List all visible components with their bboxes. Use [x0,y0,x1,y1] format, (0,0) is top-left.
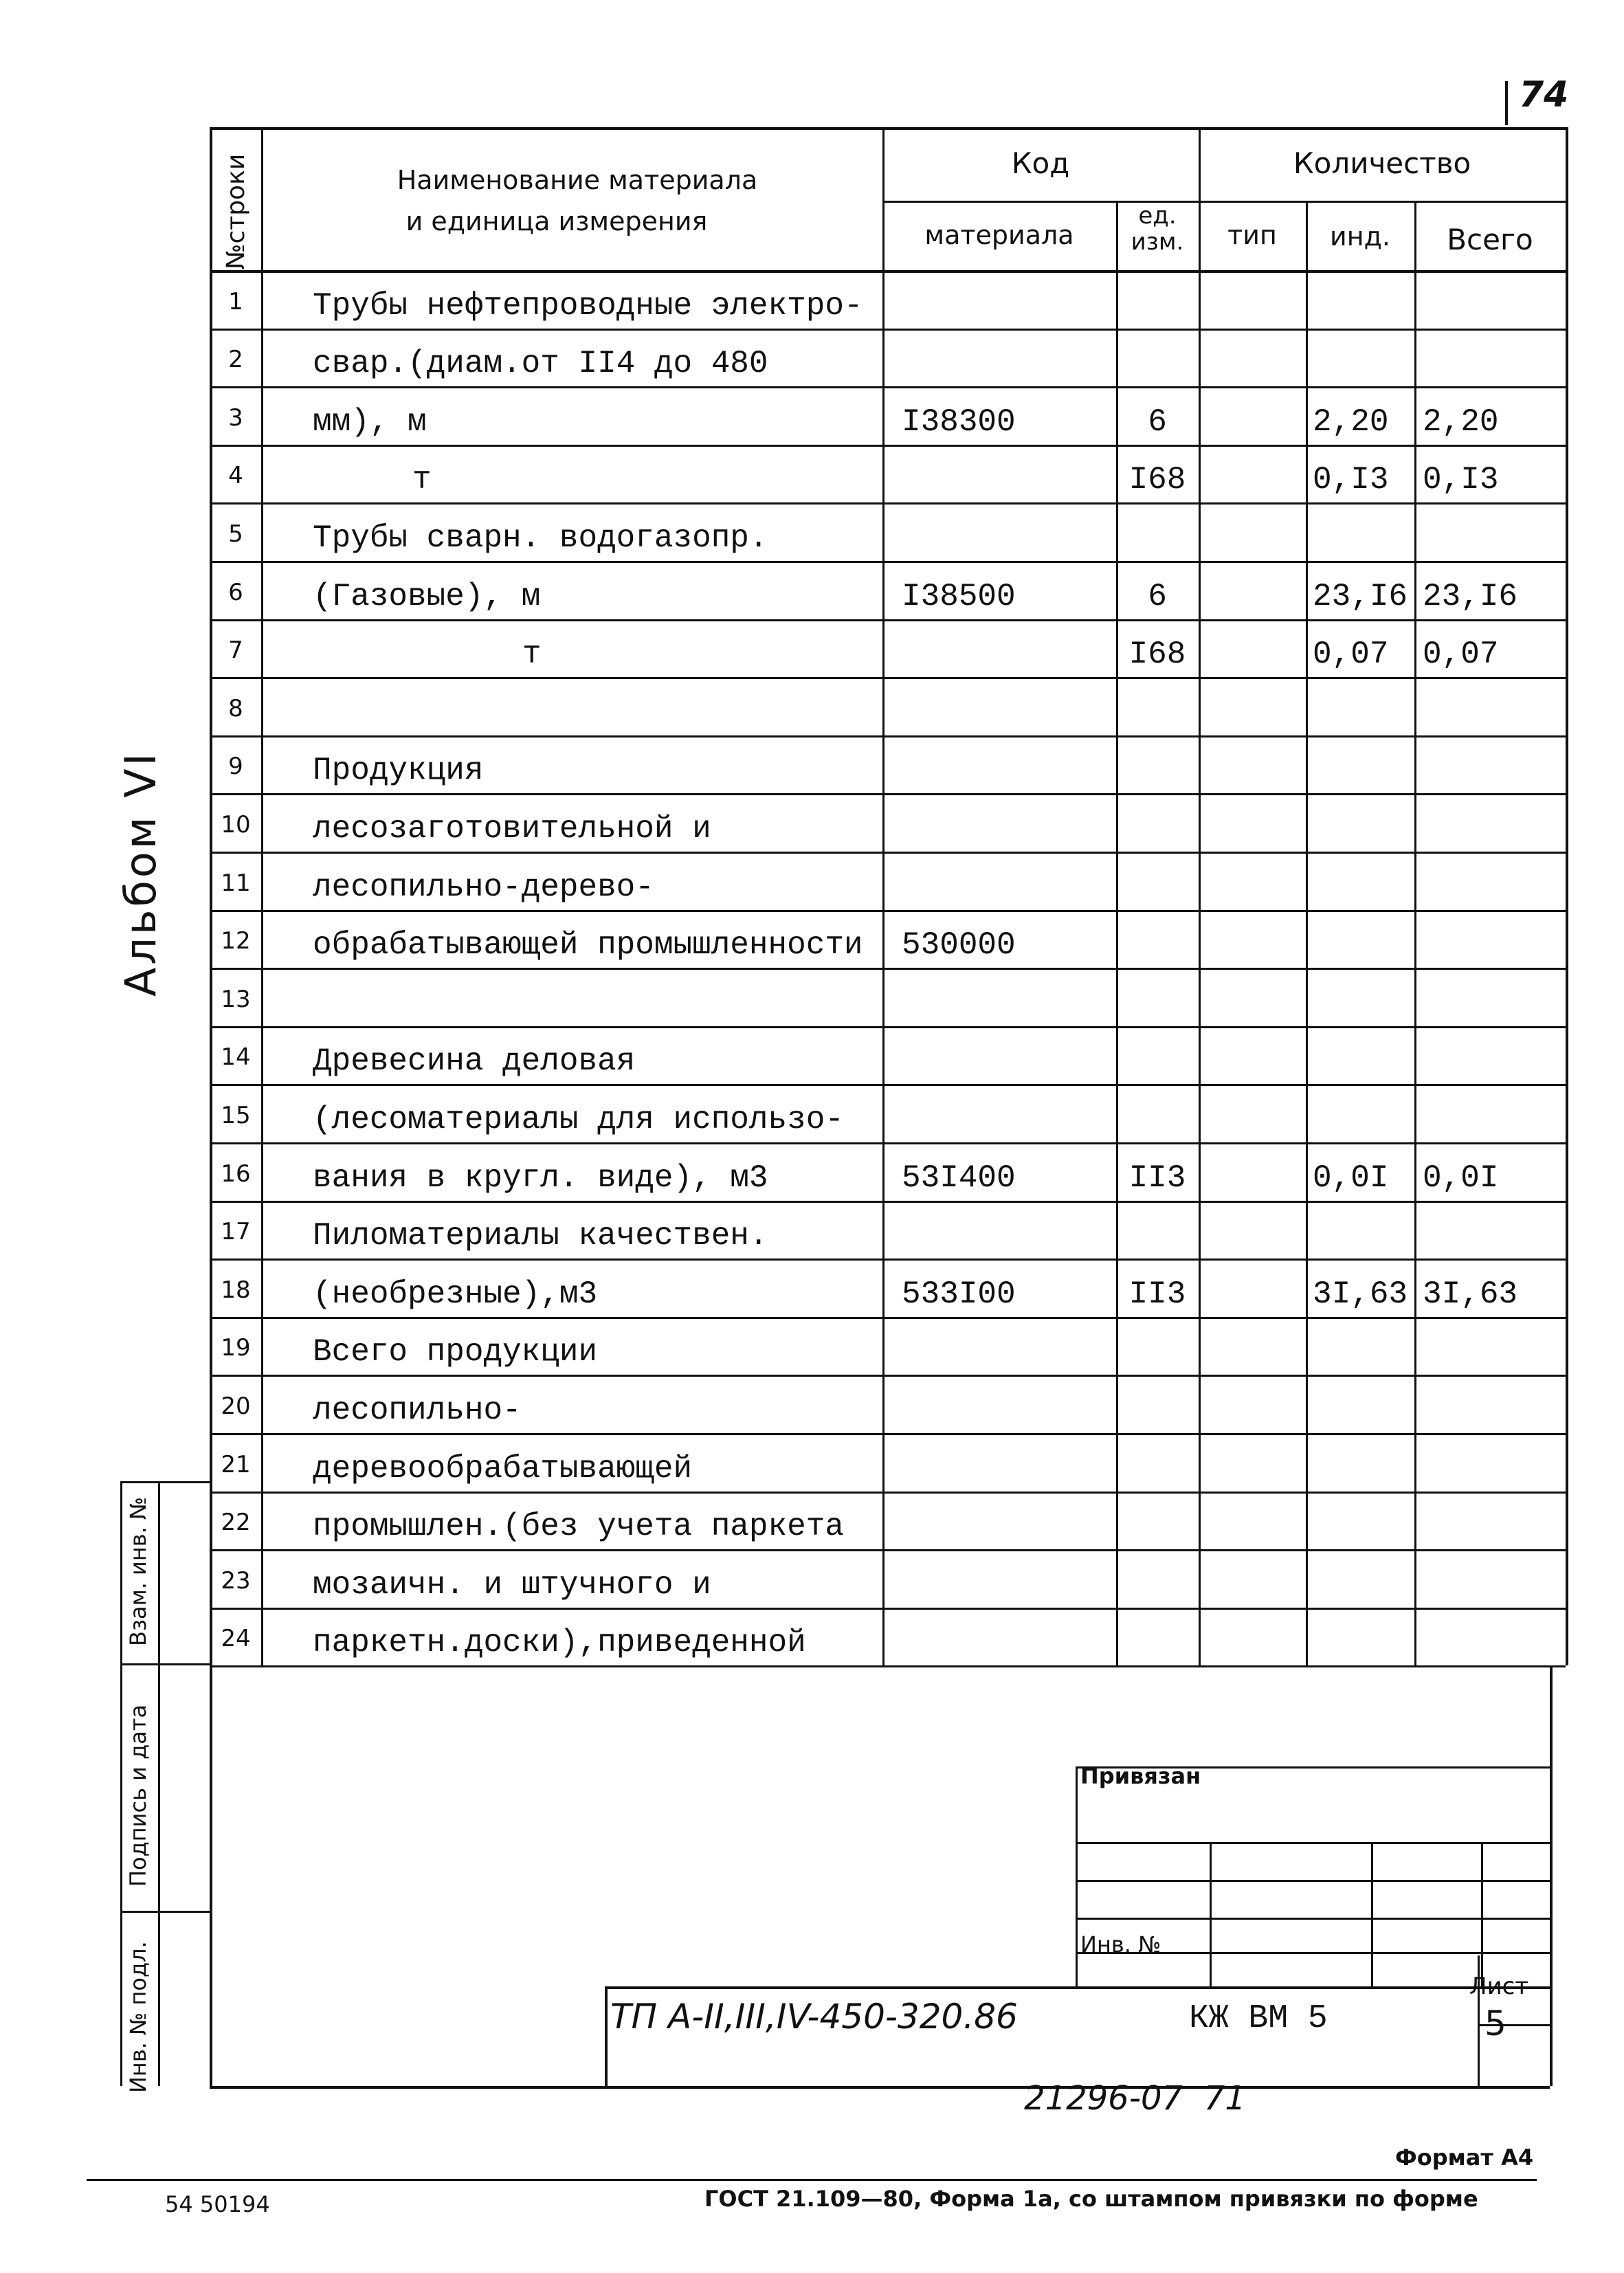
grid-hline [1076,1918,1550,1920]
footer-handwritten: 21296-07 71 [1024,2079,1246,2118]
row-name: т [412,462,432,498]
row-line [210,1259,1566,1261]
grid-hline [1076,1880,1550,1882]
row-line [210,1375,1566,1377]
title-sheet-label: Лист [1469,1973,1529,2000]
row-material-code: 533I00 [902,1276,1016,1312]
row-name: Трубы сварн. водогазопр. [313,520,768,556]
row-number: 15 [221,1102,251,1129]
row-number: 3 [228,403,243,432]
row-total: 0,0I [1423,1160,1499,1196]
album-label: Альбом VI [115,751,166,997]
row-number: 1 [228,287,243,315]
row-number: 14 [221,1043,251,1072]
row-number: 21 [221,1450,251,1478]
row-line [210,1201,1566,1203]
row-number: 2 [228,346,243,374]
grid-vline [158,1481,160,2086]
row-line [210,1317,1566,1319]
row-number: 22 [221,1509,251,1537]
row-ind: 0,0I [1313,1160,1389,1196]
title-doc-code: ТП А-II,III,IV-450-320.86 [610,1997,1018,2037]
row-name: мозаичн. и штучного и [313,1566,711,1603]
row-line [210,910,1566,912]
row-name: обрабатывающей промышленности [313,927,863,964]
row-name: (Газовые), м [313,578,541,614]
row-ind: 2,20 [1313,403,1389,440]
grid-vline [1371,1842,1373,1986]
row-line [210,852,1566,854]
header-name-line-1: Наименование материала [397,165,758,195]
header-type: тип [1227,220,1277,250]
row-number: 11 [221,869,251,897]
grid-hline [1076,1842,1550,1844]
row-number: 12 [221,927,251,955]
row-unit-code: II3 [1128,1276,1186,1312]
row-line [210,793,1566,795]
binding-privyazan: Привязан [1080,1763,1201,1789]
row-material-code: 53I400 [902,1160,1016,1196]
row-material-code: 530000 [902,927,1016,964]
row-number: 10 [221,811,251,839]
grid-vline [1414,201,1416,1665]
row-number: 4 [228,462,243,490]
row-unit-code: I68 [1128,462,1186,498]
row-ind: 0,I3 [1313,462,1389,498]
header-row-no: №строки [222,153,250,269]
row-name: Трубы нефтепроводные электро- [313,287,863,324]
row-ind: 23,I6 [1313,578,1408,614]
row-name: (необрезные),м3 [313,1276,598,1312]
row-name: Всего продукции [313,1334,598,1371]
row-number: 23 [221,1566,251,1595]
row-number: 16 [221,1160,251,1188]
row-line [210,1142,1566,1144]
row-line [210,1549,1566,1551]
footer-format: Формат А4 [1395,2144,1534,2171]
title-block-left [605,1986,608,2086]
row-number: 24 [221,1625,251,1653]
grid-vline [1481,1842,1483,1986]
row-number: 20 [221,1393,251,1420]
row-number: 19 [221,1334,251,1362]
header-qty-group: Количество [1293,146,1471,180]
row-name: лесозаготовительной и [313,811,711,847]
frame-bottom [210,2086,1550,2089]
row-total: 0,I3 [1423,462,1499,498]
row-name: свар.(диам.от II4 до 480 [313,346,768,382]
row-number: 13 [221,985,251,1013]
header-unit: ед. изм. [1131,202,1184,256]
row-line [210,968,1566,970]
header-name-line-2: и единица измерения [405,206,708,236]
row-unit-code: II3 [1128,1160,1186,1196]
row-number: 6 [228,578,243,606]
binding-inv-no: Инв. № [1080,1931,1161,1958]
row-line [210,619,1566,621]
row-name: мм), м [313,403,427,440]
side-inv-podl: Инв. № подл. [125,1941,151,2093]
row-ind: 3I,63 [1313,1276,1408,1312]
row-total: 2,20 [1423,403,1499,440]
header-ind: инд. [1330,221,1390,252]
row-name: (лесоматериалы для использо- [313,1102,844,1138]
row-name: паркетн.доски),приведенной [313,1625,806,1661]
table-right [1566,127,1568,1665]
row-line [210,386,1566,388]
row-name: лесопильно-дерево- [313,869,654,905]
grid-hline [120,1911,210,1913]
grid-hline [120,1481,210,1483]
row-total: 23,I6 [1423,578,1518,614]
header-total: Всего [1447,223,1533,256]
row-line [210,1665,1566,1667]
grid-vline [1306,201,1308,1665]
row-name: вания в кругл. виде), м3 [313,1160,768,1196]
row-material-code: I38300 [902,403,1016,440]
header-code-group: Код [1011,146,1070,180]
footer-rule [87,2179,1537,2181]
row-line [210,1433,1566,1435]
row-line [210,1608,1566,1610]
page-mark: 74 [1519,74,1569,115]
row-total: 3I,63 [1423,1276,1518,1312]
row-name: Древесина деловая [313,1043,636,1080]
row-number: 9 [228,753,243,781]
title-mark: КЖ ВМ 5 [1189,2000,1328,2037]
row-name: т [522,636,542,673]
row-unit-code: 6 [1148,403,1167,440]
side-podpis-data: Подпись и дата [125,1704,151,1887]
footer-gost: ГОСТ 21.109—80, Форма 1а, со штампом привязки по форме [704,2186,1478,2212]
side-vzam-inv: Взам. инв. № [125,1496,151,1646]
row-line [210,502,1566,505]
row-line [210,1492,1566,1494]
row-material-code: I38500 [902,578,1016,614]
header-mid-line [882,201,1566,203]
row-number: 18 [221,1276,251,1304]
row-number: 17 [221,1218,251,1246]
side-stamp-left [120,1481,122,2086]
title-sheet-no: 5 [1484,2004,1506,2043]
row-name: Пиломатериалы качествен. [313,1218,768,1254]
row-unit-code: 6 [1148,578,1167,614]
row-name: деревообрабатывающей [313,1450,693,1487]
row-unit-code: I68 [1128,636,1186,673]
row-line [210,329,1566,331]
frame-right [1550,1665,1553,2086]
footer-left-code: 54 50194 [165,2191,270,2217]
row-line [210,735,1566,738]
row-line [210,677,1566,679]
row-ind: 0,07 [1313,636,1389,673]
row-number: 7 [228,636,243,665]
header-bottom [210,270,1566,273]
title-block-top [605,1986,1550,1989]
grid-vline [1210,1842,1212,1986]
row-line [210,1026,1566,1028]
header-material: материала [924,220,1074,250]
table-top [210,127,1566,130]
row-number: 5 [228,520,243,548]
row-name: Продукция [313,753,484,789]
row-name: промышлен.(без учета паркета [313,1509,844,1545]
grid-hline [120,1663,210,1665]
row-number: 8 [228,694,243,722]
row-line [210,445,1566,447]
row-total: 0,07 [1423,636,1499,673]
row-name: лесопильно- [313,1393,522,1428]
row-line [210,1084,1566,1086]
row-line [210,561,1566,563]
